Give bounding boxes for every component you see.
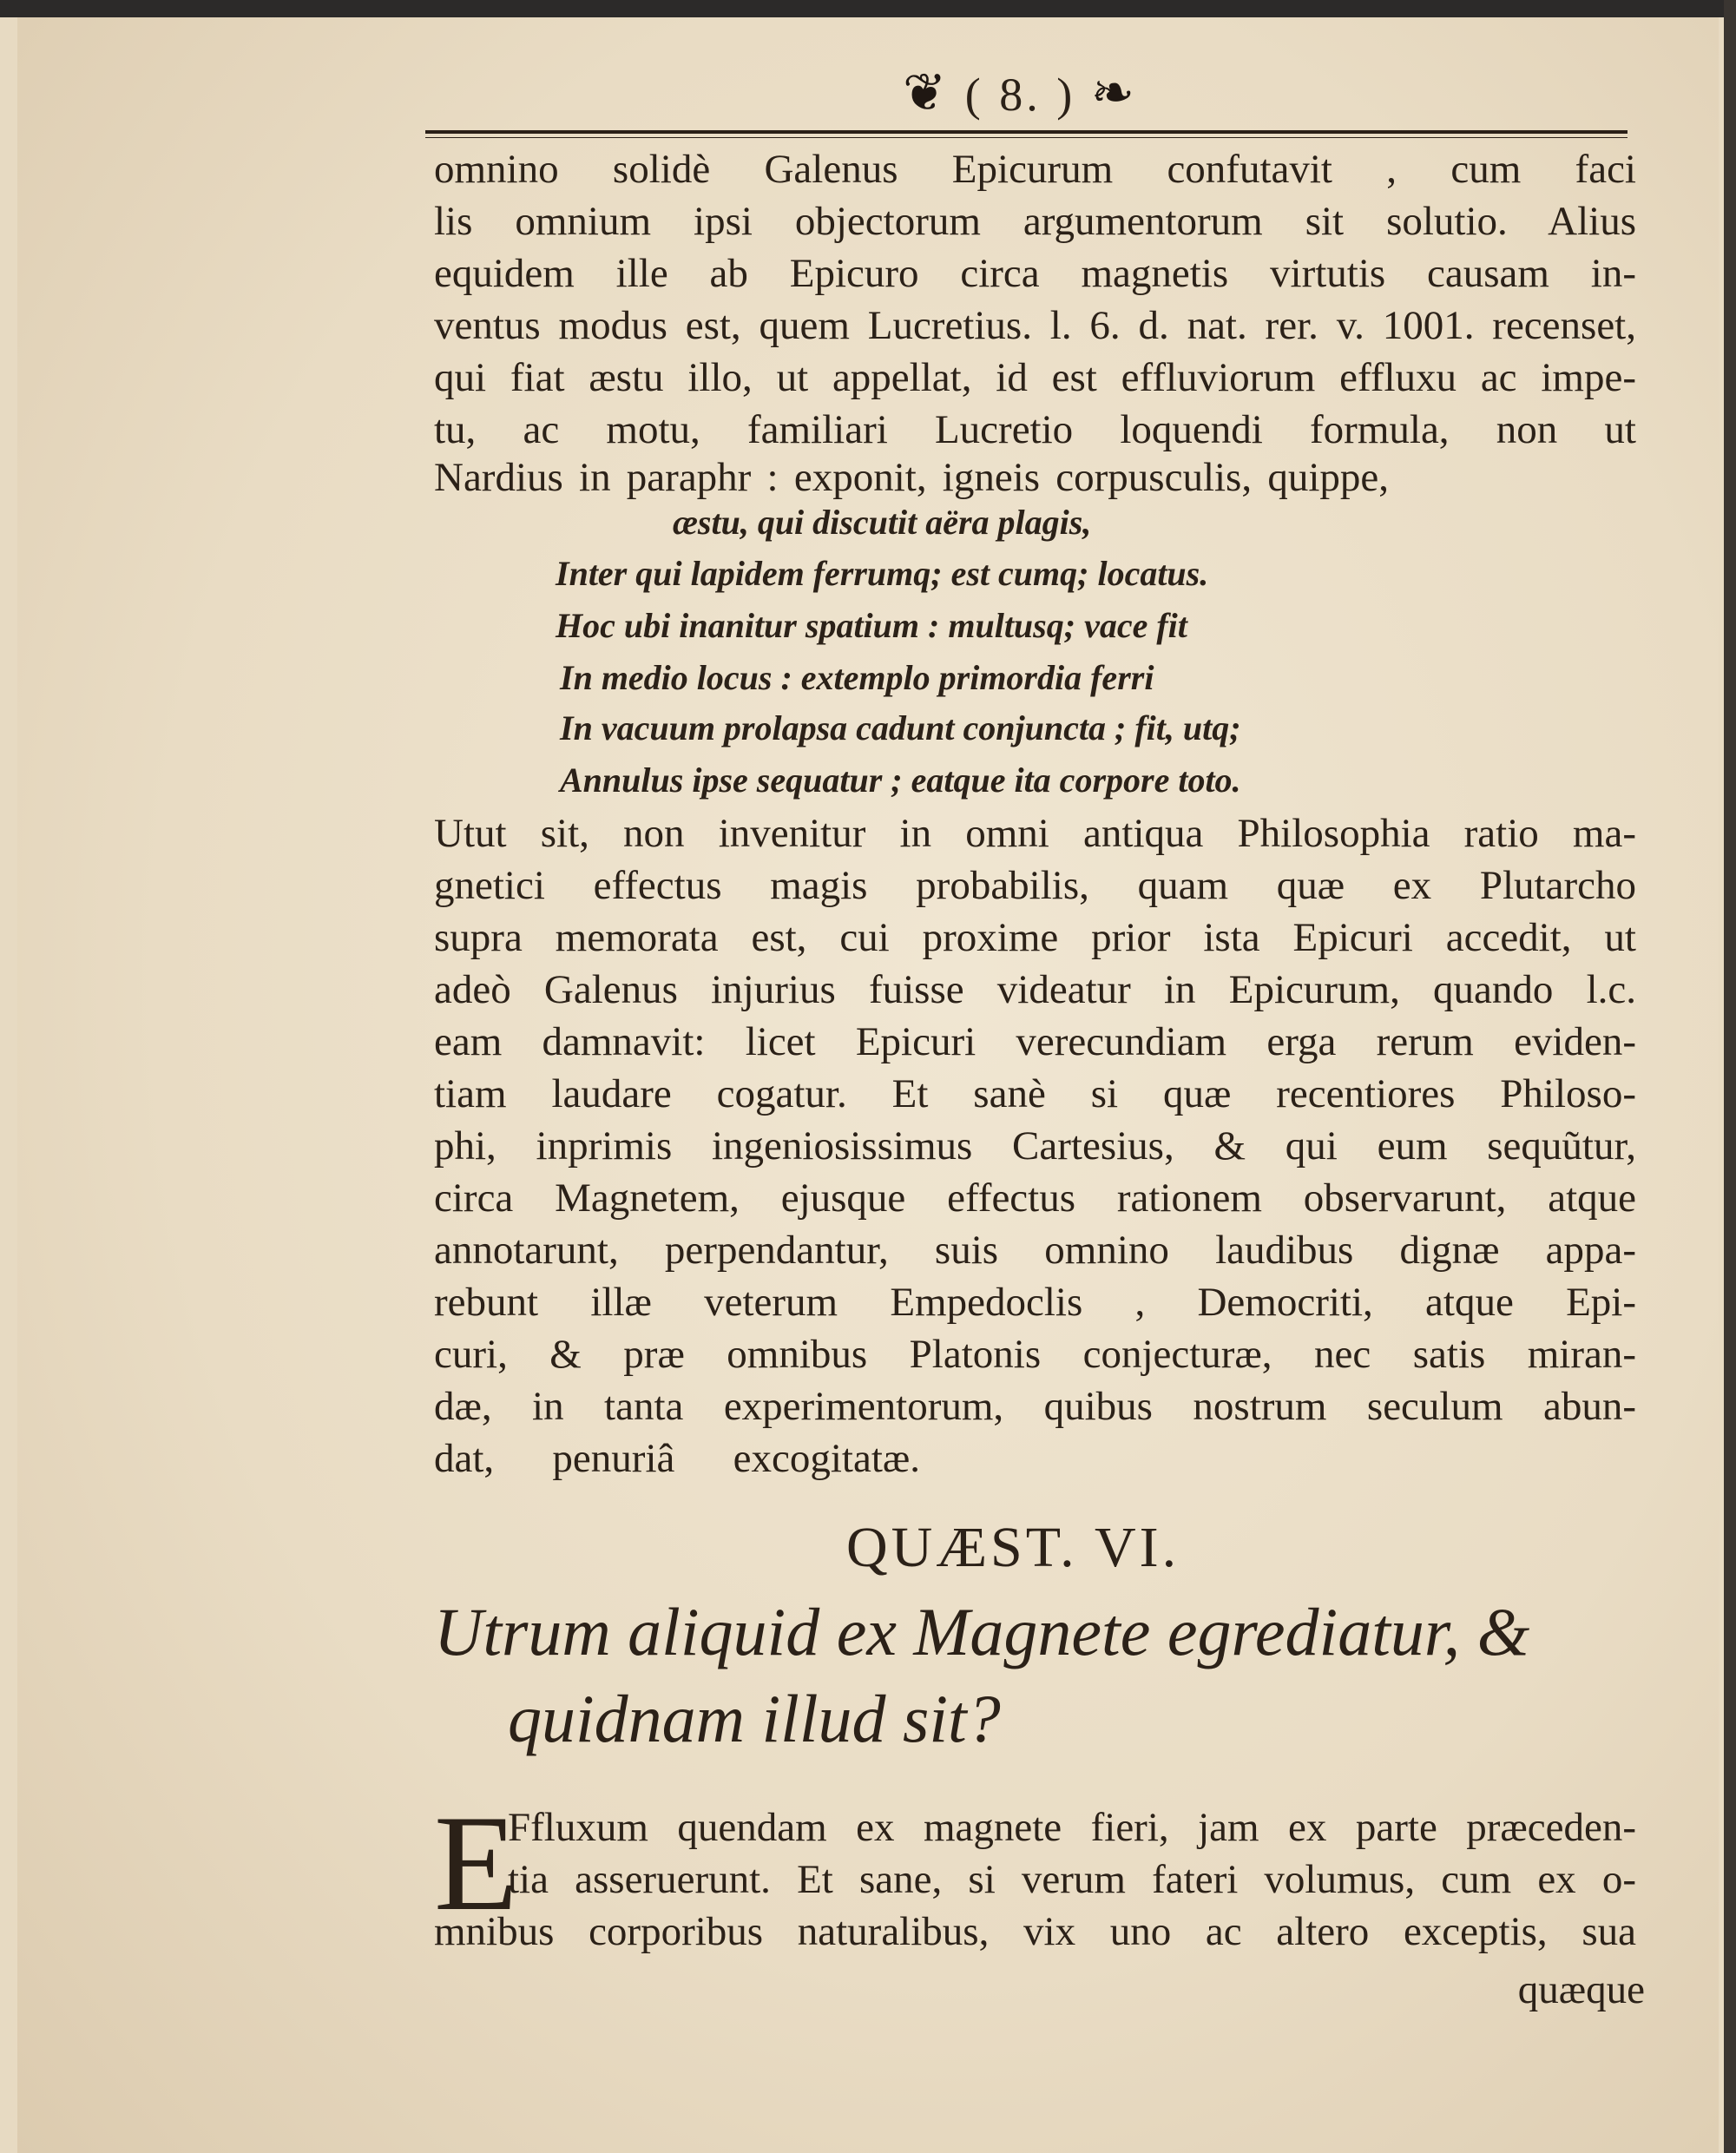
text-line: adeò Galenus injurius fuisse videatur in Epicurum, quando l.c.	[434, 967, 1636, 1012]
text-line: phi, inprimis ingeniosissimus Cartesius, & qui eum sequũtur,	[434, 1123, 1636, 1169]
header-rule-thin	[425, 137, 1628, 138]
question-title-line2: quidnam illud sit?	[508, 1681, 1001, 1756]
text-line: tu, ac motu, familiari Lucretio loquendi formula, non ut	[434, 407, 1636, 452]
right-border	[1724, 0, 1736, 2153]
question-title-line1: Utrum aliquid ex Magnete egrediatur, &	[434, 1594, 1530, 1669]
catchword: quæque	[1517, 1967, 1645, 2012]
text-line: mnibus corporibus naturalibus, vix uno ac altero exceptis, sua	[434, 1909, 1636, 1954]
question-heading: QUÆST. VI.	[846, 1516, 1180, 1579]
verse-line: Annulus ipse sequatur ; eatque ita corpore toto.	[560, 760, 1241, 800]
verse-line: In medio locus : extemplo primordia ferri	[560, 658, 1154, 697]
header-rule	[425, 130, 1628, 134]
drop-cap: E	[434, 1788, 518, 1939]
text-line: ventus modus est, quem Lucretius. l. 6. d. nat. rer. v. 1001. recenset,	[434, 303, 1636, 348]
text-line: gnetici effectus magis probabilis, quam quæ ex Plutarcho	[434, 863, 1636, 908]
text-line: dæ, in tanta experimentorum, quibus nostrum seculum abun-	[434, 1384, 1636, 1429]
text-line: omnino solidè Galenus Epicurum confutavit , cum faci	[434, 147, 1636, 192]
right-ornament-icon: ❧	[1090, 64, 1139, 122]
verse-line: Inter qui lapidem ferrumq; est cumq; locatus.	[556, 554, 1209, 593]
verse-line: Hoc ubi inanitur spatium : multusq; vace fit	[556, 606, 1187, 645]
text-line: eam damnavit: licet Epicuri verecundiam erga rerum eviden-	[434, 1019, 1636, 1064]
text-line: circa Magnetem, ejusque effectus rationem observarunt, atque	[434, 1175, 1636, 1221]
left-ornament-icon: ❦	[903, 64, 950, 122]
text-line: equidem ille ab Epicuro circa magnetis virtutis causam in-	[434, 251, 1636, 296]
text-line: supra memorata est, cui proxime prior ista Epicuri accedit, ut	[434, 915, 1636, 960]
text-line: Utut sit, non invenitur in omni antiqua Philosophia ratio ma-	[434, 811, 1636, 856]
text-line: tia asseruerunt. Et sane, si verum fateri volumus, cum ex o-	[508, 1857, 1636, 1902]
text-line: annotarunt, perpendantur, suis omnino laudibus dignæ appa-	[434, 1228, 1636, 1273]
text-line: lis omnium ipsi objectorum argumentorum sit solutio. Alius	[434, 199, 1636, 244]
text-line: curi, & præ omnibus Platonis conjecturæ, nec satis miran-	[434, 1332, 1636, 1377]
text-line: tiam laudare cogatur. Et sanè si quæ recentiores Philoso-	[434, 1071, 1636, 1116]
verse-line: In vacuum prolapsa cadunt conjuncta ; fit, utq;	[560, 708, 1241, 747]
text-line: rebunt illæ veterum Empedoclis , Democriti, atque Epi-	[434, 1280, 1636, 1325]
text-line: Ffluxum quendam ex magnete fieri, jam ex parte præceden-	[508, 1805, 1636, 1850]
top-border	[0, 0, 1736, 17]
page-header	[903, 63, 1138, 123]
page-number: ( 8. )	[964, 69, 1076, 121]
verse-line: æstu, qui discutit aëra plagis,	[673, 503, 1092, 542]
text-line: qui fiat æstu illo, ut appellat, id est effluviorum effluxu ac impe-	[434, 355, 1636, 400]
text-line: Nardius in paraphr : exponit, igneis corpusculis, quippe,	[434, 455, 1389, 500]
text-line: dat, penuriâ excogitatæ.	[434, 1436, 920, 1481]
